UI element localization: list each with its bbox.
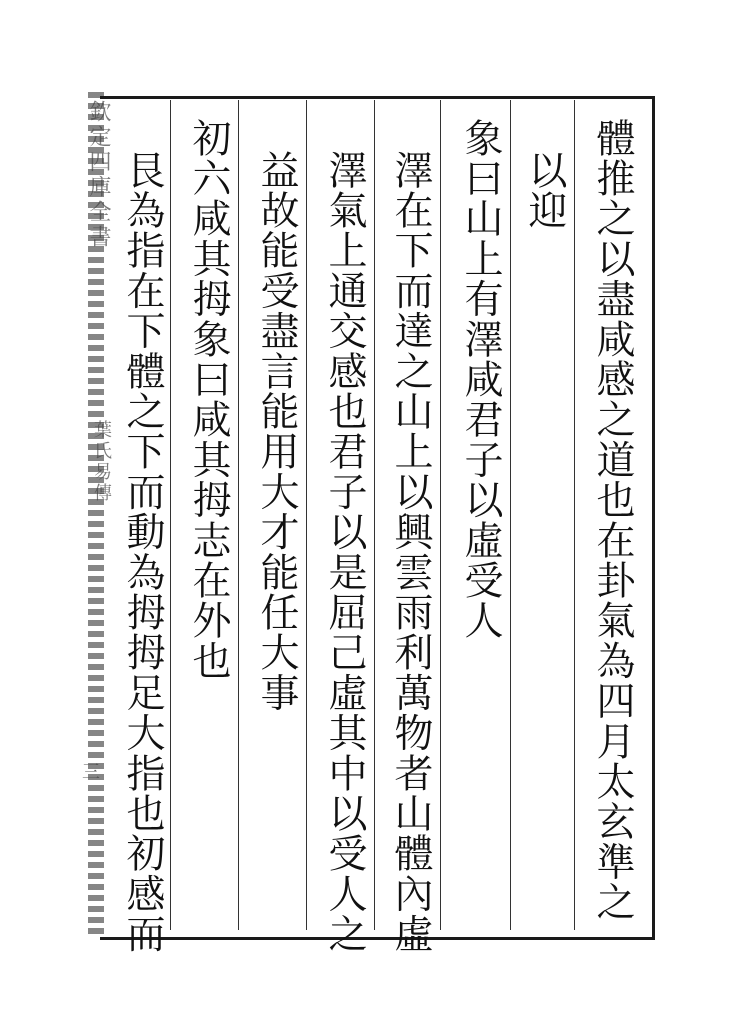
text-column: 初六咸其拇象曰咸其拇志在外也	[186, 118, 231, 681]
text-column: 艮為指在下體之下而動為拇拇足大指也初感而	[120, 150, 165, 954]
folio-number: 三	[82, 762, 100, 783]
text-column: 澤氣上通交感也君子以是屈己虛其中以受人之	[322, 150, 367, 954]
text-column: 象曰山上有澤咸君子以虛受人	[458, 118, 503, 641]
page-frame	[100, 96, 655, 940]
column-rule	[510, 100, 511, 930]
text-column: 澤在下而達之山上以興雲雨利萬物者山體內虛	[388, 150, 433, 954]
text-column: 益故能受盡言能用大才能任大事	[254, 150, 299, 713]
column-rule	[170, 100, 171, 930]
column-rule	[374, 100, 375, 930]
column-rule	[440, 100, 441, 930]
gutter-subtitle: 葉氏易傳	[91, 420, 112, 504]
column-rule	[238, 100, 239, 930]
column-rule	[306, 100, 307, 930]
text-column: 體推之以盡咸感之道也在卦氣為四月太玄準之	[590, 118, 635, 922]
gutter-title: 欽定四庫全書	[86, 100, 111, 250]
text-column: 以迎	[522, 150, 567, 231]
column-rule	[574, 100, 575, 930]
